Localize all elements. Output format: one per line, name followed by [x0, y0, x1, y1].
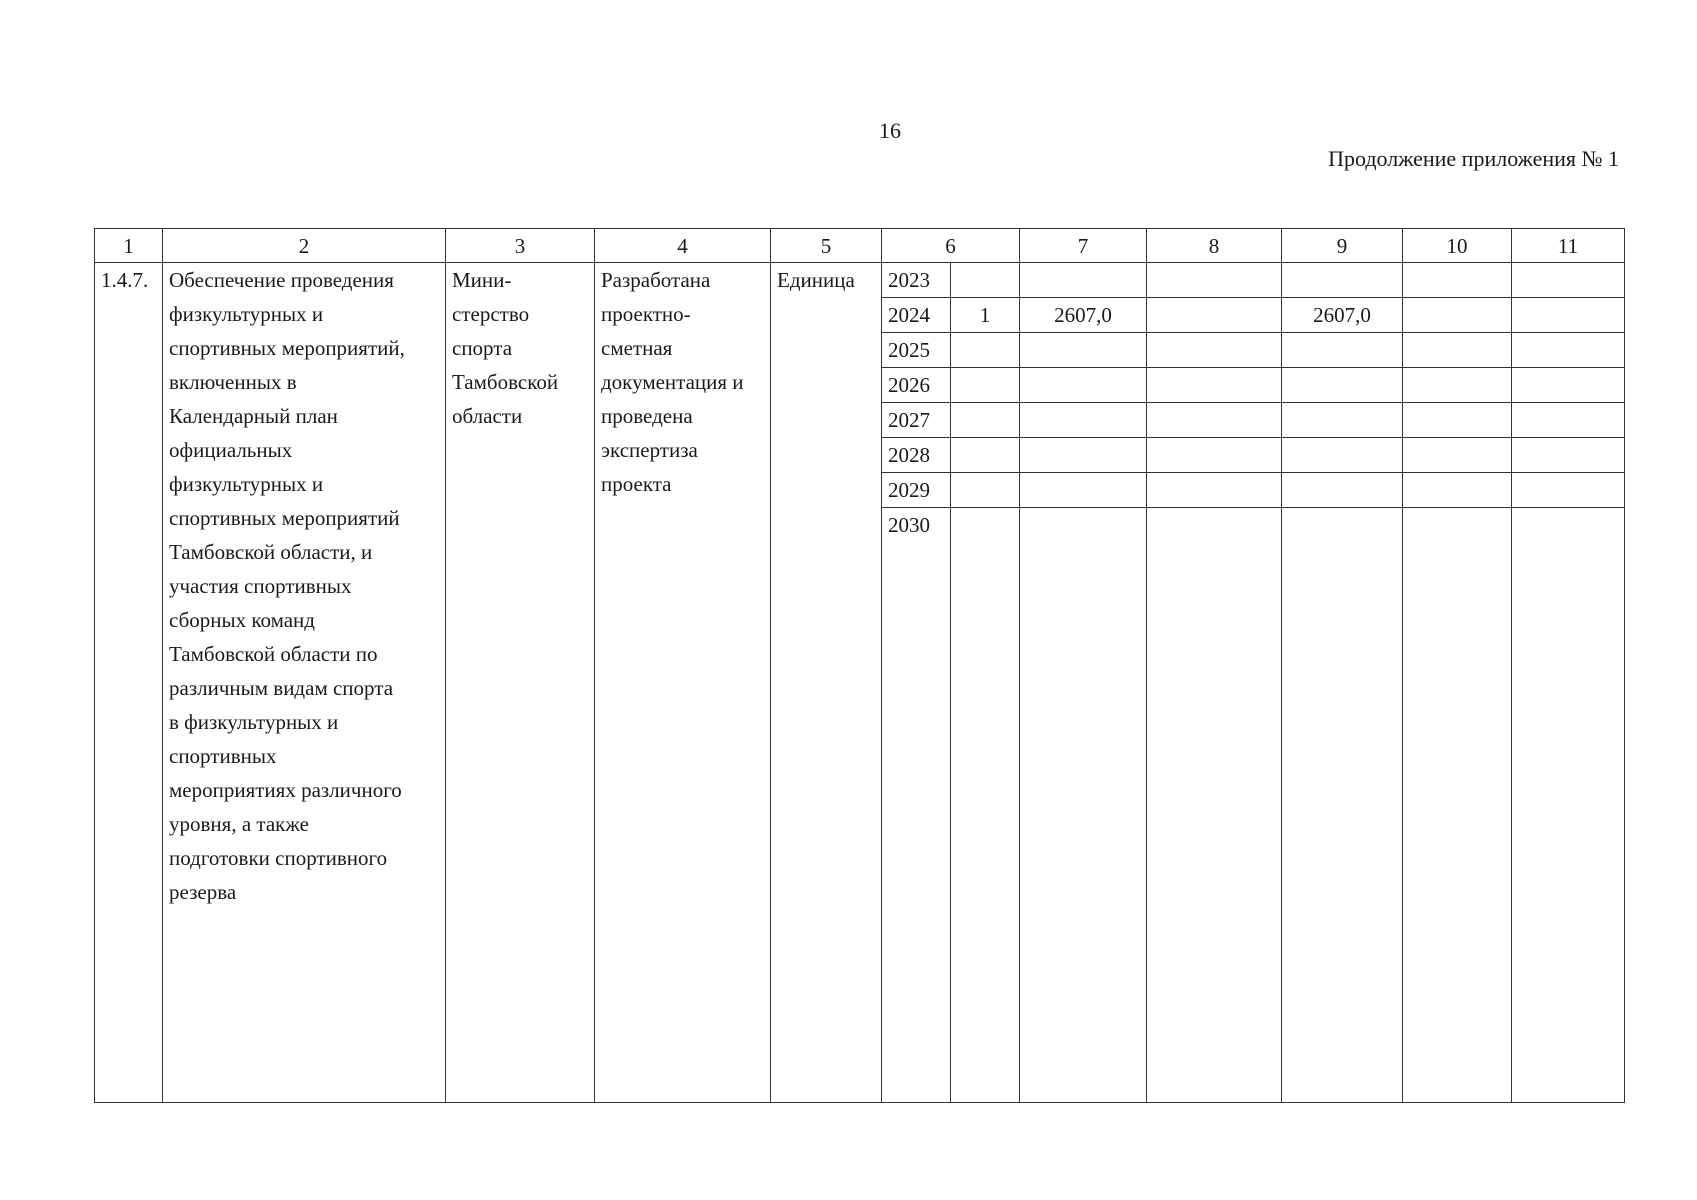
cell-col-10 — [1403, 508, 1512, 1103]
cell-col-10 — [1403, 333, 1512, 368]
cell-col-8 — [1147, 403, 1282, 438]
expected-result: Разработана проектно- сметная документация и проведена экспертиза проекта — [595, 263, 771, 1103]
indicator-value — [951, 333, 1020, 368]
indicator-value — [951, 368, 1020, 403]
measure-description: Обеспечение проведения физкультурных и спортивных мероприятий, включенных в Календарный план официальных физкультурных и спортивных мероприятий Тамбовской области, и участия спортивных сборных команд Тамбовской области по различным видам спорта в физкультурных и спортивных мероприятиях различного уровня, а также подготовки спортивного резерва — [163, 263, 446, 1103]
cell-col-9 — [1282, 473, 1403, 508]
cell-col-9: 2607,0 — [1282, 298, 1403, 333]
cell-col-9 — [1282, 403, 1403, 438]
cell-col-10 — [1403, 298, 1512, 333]
cell-col-10 — [1403, 263, 1512, 298]
cell-col-8 — [1147, 473, 1282, 508]
header-cell: 5 — [771, 229, 882, 263]
header-cell: 1 — [95, 229, 163, 263]
cell-col-7 — [1020, 333, 1147, 368]
indicator-value — [951, 263, 1020, 298]
cell-col-8 — [1147, 333, 1282, 368]
item-code: 1.4.7. — [95, 263, 163, 1103]
cell-col-9 — [1282, 263, 1403, 298]
appendix-continuation-note: Продолжение приложения № 1 — [1328, 146, 1619, 171]
indicator-value — [951, 508, 1020, 1103]
year-cell: 2029 — [882, 473, 951, 508]
cell-col-8 — [1147, 263, 1282, 298]
cell-col-11 — [1512, 473, 1625, 508]
cell-col-9 — [1282, 333, 1403, 368]
cell-col-7: 2607,0 — [1020, 298, 1147, 333]
cell-col-10 — [1403, 473, 1512, 508]
indicator-value: 1 — [951, 298, 1020, 333]
year-cell: 2030 — [882, 508, 951, 1103]
indicator-value — [951, 438, 1020, 473]
cell-col-7 — [1020, 438, 1147, 473]
year-cell: 2026 — [882, 368, 951, 403]
cell-col-11 — [1512, 403, 1625, 438]
year-cell: 2027 — [882, 403, 951, 438]
appendix-table — [94, 228, 1625, 1103]
cell-col-11 — [1512, 508, 1625, 1103]
cell-col-8 — [1147, 508, 1282, 1103]
header-cell: 11 — [1512, 229, 1625, 263]
cell-col-8 — [1147, 438, 1282, 473]
cell-col-9 — [1282, 368, 1403, 403]
cell-col-9 — [1282, 508, 1403, 1103]
header-cell: 9 — [1282, 229, 1403, 263]
indicator-value — [951, 473, 1020, 508]
cell-col-8 — [1147, 368, 1282, 403]
cell-col-7 — [1020, 473, 1147, 508]
header-cell: 7 — [1020, 229, 1147, 263]
cell-col-11 — [1512, 298, 1625, 333]
header-cell: 6 — [882, 229, 1020, 263]
page-number: 16 — [879, 118, 901, 143]
cell-col-11 — [1512, 263, 1625, 298]
cell-col-8 — [1147, 298, 1282, 333]
cell-col-11 — [1512, 368, 1625, 403]
indicator-value — [951, 403, 1020, 438]
cell-col-11 — [1512, 333, 1625, 368]
header-cell: 3 — [446, 229, 595, 263]
cell-col-10 — [1403, 368, 1512, 403]
cell-col-11 — [1512, 438, 1625, 473]
year-cell: 2025 — [882, 333, 951, 368]
header-cell: 4 — [595, 229, 771, 263]
year-cell: 2023 — [882, 263, 951, 298]
cell-col-7 — [1020, 263, 1147, 298]
header-cell: 2 — [163, 229, 446, 263]
table-row — [95, 263, 1625, 298]
header-cell: 10 — [1403, 229, 1512, 263]
cell-col-10 — [1403, 438, 1512, 473]
responsible-executor: Мини- стерство спорта Тамбовской области — [446, 263, 595, 1103]
year-cell: 2024 — [882, 298, 951, 333]
cell-col-9 — [1282, 438, 1403, 473]
cell-col-7 — [1020, 403, 1147, 438]
year-cell: 2028 — [882, 438, 951, 473]
measurement-unit: Единица — [771, 263, 882, 1103]
cell-col-7 — [1020, 368, 1147, 403]
table-header-row — [95, 229, 1625, 263]
cell-col-7 — [1020, 508, 1147, 1103]
header-cell: 8 — [1147, 229, 1282, 263]
cell-col-10 — [1403, 403, 1512, 438]
